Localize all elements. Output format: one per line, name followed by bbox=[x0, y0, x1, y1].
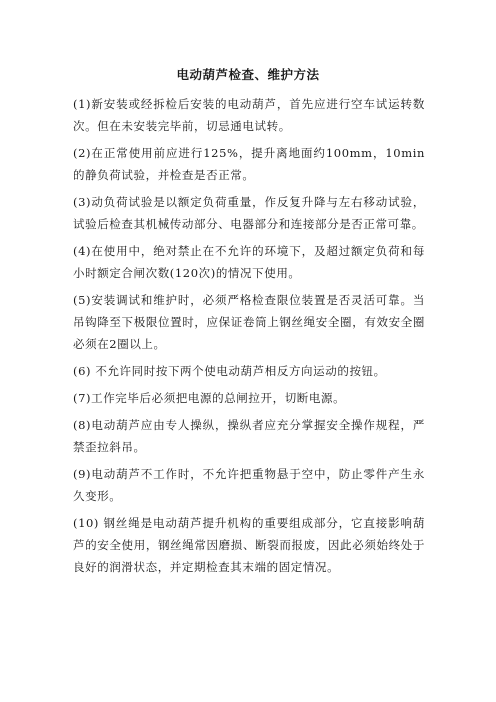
paragraph-9: (9)电动葫芦不工作时，不允许把重物悬于空中，防止零件产生永久变形。 bbox=[73, 467, 425, 503]
paragraph-10: (10) 钢丝绳是电动葫芦提升机构的重要组成部分，它直接影响葫芦的安全使用，钢丝绳常因磨损、断裂而报废，因此必须始终处于良好的润滑状态，并定期检查其末端的固定情况。 bbox=[73, 516, 425, 574]
paragraph-1: (1)新安装或经拆检后安装的电动葫芦，首先应进行空车试运转数次。但在未安装完毕前，切忌通电试转。 bbox=[73, 97, 425, 133]
paragraph-3: (3)动负荷试验是以额定负荷重量，作反复升降与左右移动试验，试验后检查其机械传动部分、电器部分和连接部分是否正常可靠。 bbox=[73, 195, 425, 231]
page-title: 电动葫芦检查、维护方法 bbox=[176, 67, 320, 82]
paragraph-5: (5)安装调试和维护时，必须严格检查限位装置是否灵活可靠。当吊钩降至下极限位置时，应保证卷筒上钢丝绳安全圈，有效安全圈必须在2圈以上。 bbox=[73, 293, 425, 351]
document-body bbox=[73, 93, 425, 583]
paragraph-2: (2)在正常使用前应进行125%，提升离地面约100mm，10min的静负荷试验，并检查是否正常。 bbox=[73, 146, 425, 182]
paragraph-7: (7)工作完毕后必须把电源的总闸拉开，切断电源。 bbox=[73, 391, 346, 405]
paragraph-6: (6) 不允许同时按下两个使电动葫芦相反方向运动的按钮。 bbox=[73, 364, 386, 378]
paragraph-8: (8)电动葫芦应由专人操纵，操纵者应充分掌握安全操作规程，严禁歪拉斜吊。 bbox=[73, 418, 425, 454]
paragraph-4: (4)在使用中，绝对禁止在不允许的环境下，及超过额定负荷和每小时额定合闸次数(120次)的情况下使用。 bbox=[73, 244, 425, 280]
